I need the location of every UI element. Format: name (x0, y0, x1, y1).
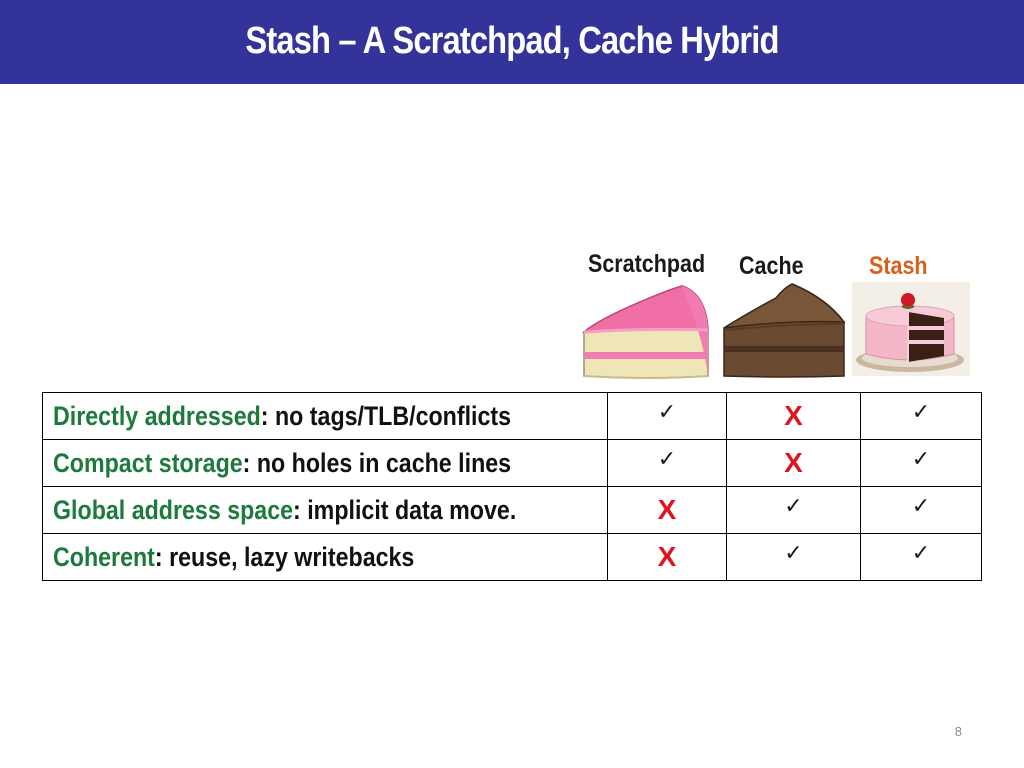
table-row (43, 393, 982, 440)
column-label-scratchpad: Scratchpad (588, 250, 706, 278)
cache-mark (727, 393, 861, 440)
scratchpad-mark (608, 534, 727, 581)
feature-cell (43, 440, 608, 487)
feature-desc: : no tags/TLB/conflicts (260, 400, 512, 431)
scratchpad-mark (608, 440, 727, 487)
table-row (43, 487, 982, 534)
check-icon: ✓ (911, 398, 931, 424)
scratchpad-mark (608, 487, 727, 534)
check-icon: ✓ (784, 539, 803, 565)
column-label-cache: Cache (739, 252, 804, 280)
check-icon: ✓ (657, 398, 677, 424)
check-icon: ✓ (657, 445, 677, 471)
cross-icon: X (784, 400, 803, 431)
check-icon: ✓ (911, 445, 931, 471)
feature-desc: : reuse, lazy writebacks (154, 541, 415, 572)
stash-mark (861, 487, 982, 534)
column-label-stash: Stash (869, 252, 928, 280)
scratchpad-mark (608, 393, 727, 440)
cake-photo-icon (852, 282, 970, 376)
comparison-table (42, 392, 982, 581)
table-row (43, 440, 982, 487)
stash-mark (861, 534, 982, 581)
feature-cell (43, 393, 608, 440)
slide-title: Stash – A Scratchpad, Cache Hybrid (245, 20, 779, 62)
check-icon: ✓ (784, 492, 803, 518)
cache-mark (727, 487, 861, 534)
page-number: 8 (954, 724, 962, 739)
cross-icon: X (784, 447, 803, 478)
cache-mark (727, 440, 861, 487)
cross-icon: X (657, 541, 677, 572)
cache-mark (727, 534, 861, 581)
pink-cake-slice-icon (578, 280, 714, 382)
check-icon: ✓ (911, 539, 931, 565)
feature-cell (43, 487, 608, 534)
check-icon: ✓ (911, 492, 931, 518)
feature-term: Directly addressed (53, 400, 261, 431)
table-row (43, 534, 982, 581)
feature-term: Compact storage (53, 447, 243, 478)
feature-cell (43, 534, 608, 581)
cross-icon: X (657, 494, 677, 525)
chocolate-cake-slice-icon (716, 280, 850, 380)
feature-term: Global address space (53, 494, 294, 525)
feature-term: Coherent (53, 541, 155, 572)
stash-mark (861, 393, 982, 440)
feature-desc: : no holes in cache lines (242, 447, 512, 478)
stash-mark (861, 440, 982, 487)
feature-desc: : implicit data move. (293, 494, 517, 525)
